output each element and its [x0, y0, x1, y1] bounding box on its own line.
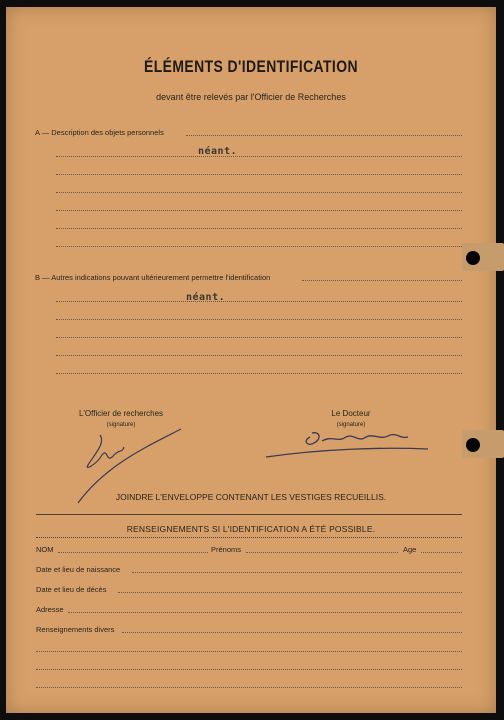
- section-b-line: [302, 280, 462, 281]
- form-title: ÉLÉMENTS D'IDENTIFICATION: [144, 57, 358, 76]
- officer-label: L'Officier de recherches: [78, 409, 164, 418]
- divers-line: [36, 651, 462, 652]
- naissance-line: [132, 572, 462, 573]
- adresse-label: Adresse: [36, 605, 64, 614]
- prenoms-label: Prénoms: [211, 545, 242, 554]
- section-b-line: [56, 337, 462, 338]
- section-a-line: [186, 135, 462, 136]
- section-b-line: [56, 319, 462, 320]
- section-a-line: [56, 156, 462, 157]
- divers-line: [122, 632, 462, 633]
- instruction-text: JOINDRE L'ENVELOPPE CONTENANT LES VESTIGES RECUEILLIS.: [115, 492, 387, 502]
- section-a-value: néant.: [198, 146, 238, 157]
- nom-line: [58, 552, 208, 553]
- officer-sub: (signature): [106, 422, 136, 428]
- deces-label: Date et lieu de décès: [36, 585, 107, 594]
- section-a-line: [56, 192, 462, 193]
- doctor-label: Le Docteur: [331, 409, 371, 418]
- info-heading-line: [36, 537, 462, 538]
- form-sheet: [6, 7, 496, 713]
- section-a-label: A — Description des objets personnels: [35, 128, 164, 137]
- divers-label: Renseignements divers: [36, 625, 115, 634]
- section-a-line: [56, 174, 462, 175]
- punch-hole: [466, 251, 480, 265]
- section-b-line: [56, 301, 462, 302]
- section-a-line: [56, 210, 462, 211]
- age-line: [421, 552, 462, 553]
- info-heading: RENSEIGNEMENTS SI L'IDENTIFICATION A ÉTÉ POSSIBLE.: [126, 524, 376, 534]
- deces-line: [118, 592, 462, 593]
- form-subtitle: devant être relevés par l'Officier de Recherches: [156, 92, 346, 102]
- section-b-line: [56, 355, 462, 356]
- divers-line: [36, 669, 462, 670]
- section-b-value: néant.: [186, 292, 226, 303]
- adresse-line: [68, 612, 462, 613]
- age-label: Age: [403, 545, 417, 554]
- doctor-sub: (signature): [336, 422, 366, 428]
- divers-line: [36, 687, 462, 688]
- section-b-label: B — Autres indications pouvant ultérieurement permettre l'identification: [35, 273, 271, 282]
- naissance-label: Date et lieu de naissance: [36, 565, 121, 574]
- prenoms-line: [246, 552, 398, 553]
- nom-label: NOM: [36, 545, 54, 554]
- section-divider: [36, 514, 462, 515]
- punch-hole: [466, 438, 480, 452]
- section-a-line: [56, 228, 462, 229]
- doctor-signature: [262, 427, 432, 467]
- section-b-line: [56, 373, 462, 374]
- section-a-line: [56, 246, 462, 247]
